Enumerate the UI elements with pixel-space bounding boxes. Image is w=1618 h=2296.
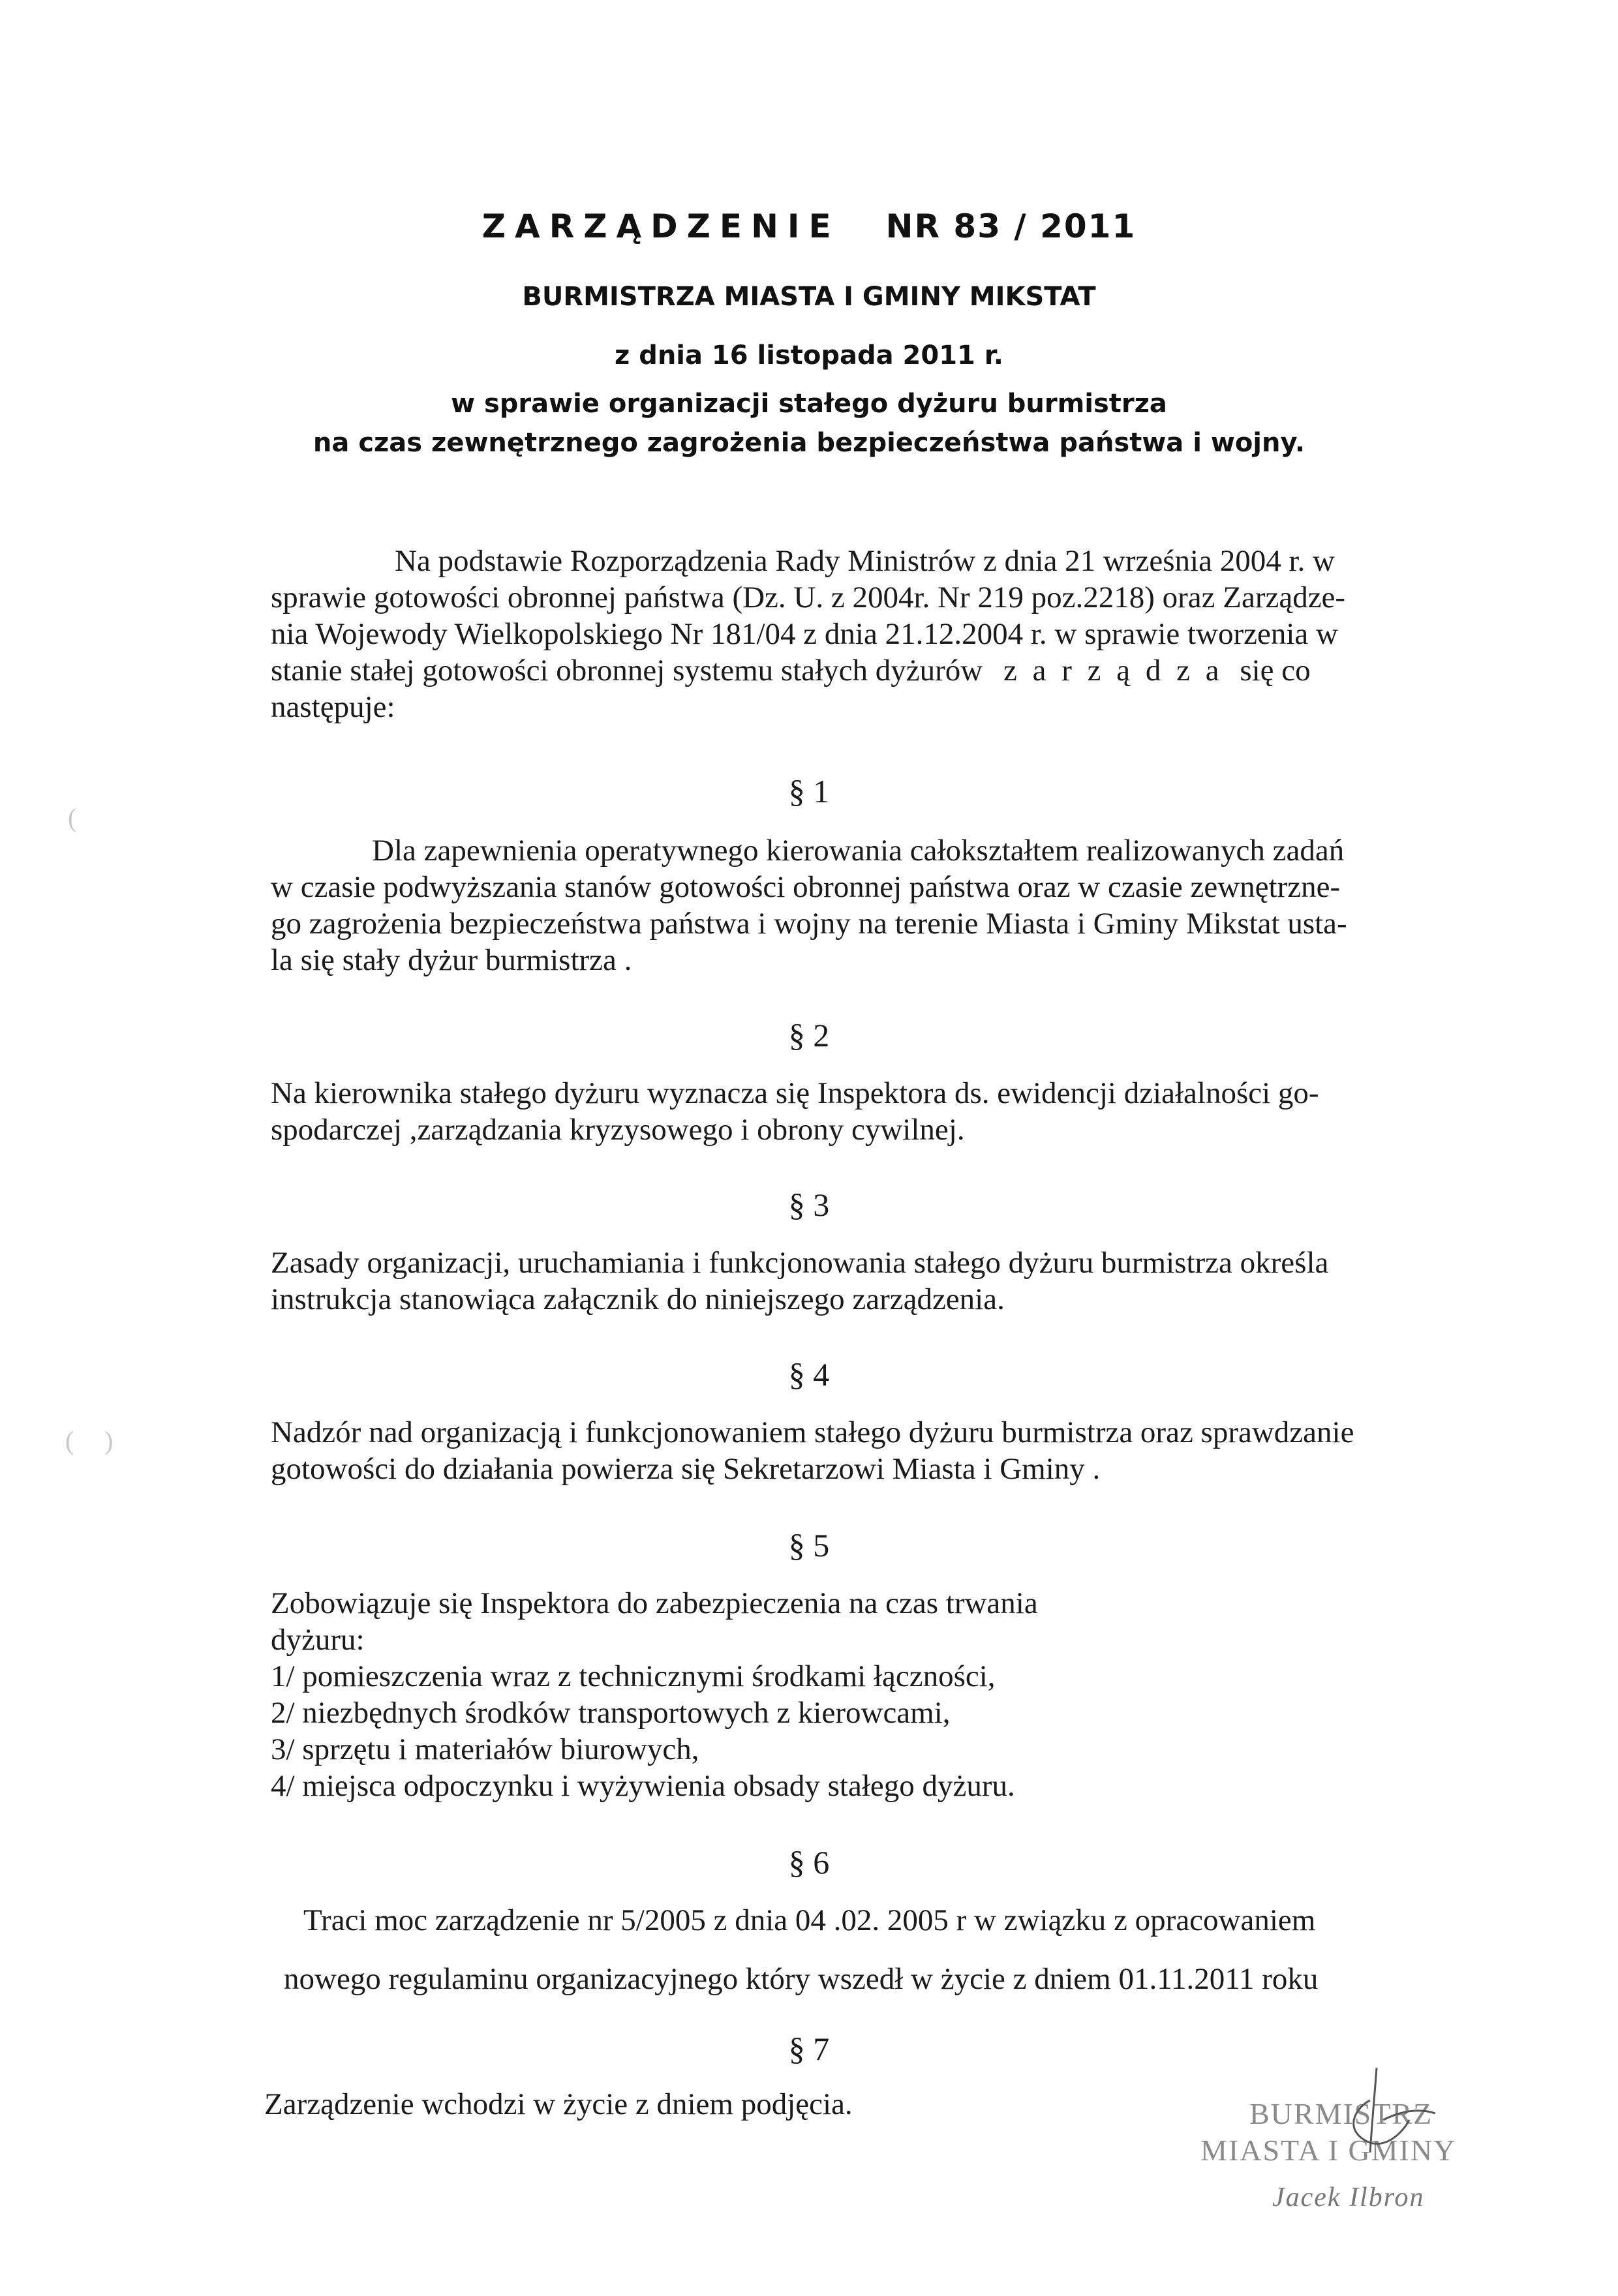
- section-line: Zobowiązuje się Inspektora do zabezpieczenia na czas trwania: [271, 1586, 1038, 1620]
- section-mark: § 2: [788, 1017, 830, 1053]
- preamble-text: stanie stałej gotowości obronnej systemu stałych dyżurów: [271, 654, 983, 687]
- section-line: instrukcja stanowiąca załącznik do niniejszego zarządzenia.: [271, 1282, 1005, 1316]
- signature-name: Jacek Ilbron: [1272, 2183, 1425, 2213]
- subject-line-1: w sprawie organizacji stałego dyżuru burmistrza: [451, 389, 1167, 419]
- stamp-line-1: BURMISTRZ: [1249, 2097, 1433, 2130]
- section-line: spodarczej ,zarządzania kryzysowego i obrony cywilnej.: [271, 1113, 965, 1147]
- section-line: la się stały dyżur burmistrza .: [271, 943, 632, 977]
- section-mark: § 5: [788, 1527, 830, 1563]
- section-mark: § 1: [788, 773, 830, 809]
- preamble-tail: się co: [1240, 654, 1311, 687]
- section-mark: § 3: [788, 1186, 830, 1223]
- list-item: 1/ pomieszczenia wraz z technicznymi środkami łączności,: [271, 1659, 996, 1693]
- preamble-line: następuje:: [271, 690, 395, 724]
- preamble-line: [271, 652, 1311, 689]
- section-line: Na kierownika stałego dyżuru wyznacza się Inspektora ds. ewidencji działalności go-: [271, 1076, 1319, 1110]
- section-line: Traci moc zarządzenie nr 5/2005 z dnia 04 .02. 2005 r w związku z opracowaniem: [303, 1903, 1316, 1937]
- stamp-line-2: MIASTA I GMINY: [1200, 2134, 1457, 2167]
- preamble-line: nia Wojewody Wielkopolskiego Nr 181/04 z dnia 21.12.2004 r. w sprawie tworzenia w: [271, 617, 1338, 651]
- section-mark: § 6: [788, 1844, 830, 1881]
- section-line: Dla zapewnienia operatywnego kierowania całokształtem realizowanych zadań: [372, 834, 1345, 868]
- list-item: 2/ niezbędnych środków transportowych z kierowcami,: [271, 1696, 951, 1730]
- title-number: NR 83 / 2011: [885, 207, 1137, 245]
- section-mark: § 4: [788, 1356, 830, 1393]
- preamble-emphasis: z a r z ą d z a: [1003, 654, 1223, 687]
- list-item: 3/ sprzętu i materiałów biurowych,: [271, 1732, 699, 1766]
- document-page: ZARZĄDZENIE NR 83 / 2011 BURMISTRZA MIASTA I GMINY MIKSTAT z dnia 16 listopada 2011 r. w sprawie organizacji stałego dyżuru burmistrza na czas zewnętrznego zagrożenia bezpieczeństwa państwa i wojny. Na podstawie Rozporządzenia Rady Ministrów z dnia 21 września 2004 r. w sprawie gotowości obronnej państwa (Dz. U. z 2004r. Nr 219 poz.2218) oraz Zarządze- nia Wojewody Wielkopolskiego Nr 181/04 z dnia 21.12.2004 r. w sprawie tworzenia w stanie stałej gotowości obronnej systemu stałych dyżurów z a r z ą d z a się co następuje: § 1 Dla zapewnienia operatywnego kierowania całokształtem realizowanych zadań w czasie podwyższania stanów gotowości obronnej państwa oraz w czasie zewnętrzne- go zagrożenia bezpieczeństwa państwa i wojny na terenie Miasta i Gminy Mikstat usta- la się stały dyżur burmistrza . § 2 Na kierownika stałego dyżuru wyznacza się Inspektora ds. ewidencji działalności go- spodarczej ,zarządzania kryzysowego i obrony cywilnej. § 3 Zasady organizacji, uruchamiania i funkcjonowania stałego dyżuru burmistrza określa instrukcja stanowiąca załącznik do niniejszego zarządzenia. § 4 Nadzór nad organizacją i funkcjonowaniem stałego dyżuru burmistrza oraz sprawdzanie gotowości do działania powierza się Sekretarzowi Miasta i Gminy . § 5 Zobowiązuje się Inspektora do zabezpieczenia na czas trwania dyżuru: 1/ pomieszczenia wraz z technicznymi środkami łączności, 2/ niezbędnych środków transportowych z kierowcami, 3/ sprzętu i materiałów biurowych, 4/ miejsca odpoczynku i wyżywienia obsady stałego dyżuru. § 6 Traci moc zarządzenie nr 5/2005 z dnia 04 .02. 2005 r w związku z opracowaniem nowego regulaminu organizacyjnego który wszedł w życie z dniem 01.11.2011 roku § 7 Zarządzenie wchodzi w życie z dniem podjęcia. BURMISTRZ MIASTA I GMINY Jacek Ilbron ( ( ): [0, 0, 1618, 2296]
- issuer: BURMISTRZA MIASTA I GMINY MIKSTAT: [522, 282, 1096, 312]
- section-line: go zagrożenia bezpieczeństwa państwa i wojny na terenie Miasta i Gminy Mikstat usta-: [271, 907, 1347, 941]
- section-line: gotowości do działania powierza się Sekretarzowi Miasta i Gminy .: [271, 1452, 1101, 1486]
- preamble-line: sprawie gotowości obronnej państwa (Dz. U. z 2004r. Nr 219 poz.2218) oraz Zarządze-: [271, 581, 1346, 614]
- handwritten-signature: [1305, 2061, 1461, 2166]
- section-line: Nadzór nad organizacją i funkcjonowaniem stałego dyżuru burmistrza oraz sprawdzanie: [271, 1415, 1354, 1449]
- subject-line-2: na czas zewnętrznego zagrożenia bezpieczeństwa państwa i wojny.: [313, 428, 1305, 458]
- issue-date: z dnia 16 listopada 2011 r.: [614, 340, 1003, 370]
- preamble-line: Na podstawie Rozporządzenia Rady Ministrów z dnia 21 września 2004 r. w: [395, 544, 1335, 578]
- title-word: ZARZĄDZENIE: [481, 207, 840, 245]
- section-line: w czasie podwyższania stanów gotowości obronnej państwa oraz w czasie zewnętrzne-: [271, 870, 1341, 904]
- section-mark: § 7: [788, 2031, 830, 2067]
- list-item: 4/ miejsca odpoczynku i wyżywienia obsady stałego dyżuru.: [271, 1769, 1015, 1803]
- section-line: dyżuru:: [271, 1623, 365, 1657]
- section-line: Zarządzenie wchodzi w życie z dniem podjęcia.: [264, 2087, 853, 2121]
- section-line: nowego regulaminu organizacyjnego który wszedł w życie z dniem 01.11.2011 roku: [284, 1962, 1319, 1996]
- document-title: [0, 207, 1618, 245]
- section-line: Zasady organizacji, uruchamiania i funkcjonowania stałego dyżuru burmistrza określa: [271, 1246, 1329, 1280]
